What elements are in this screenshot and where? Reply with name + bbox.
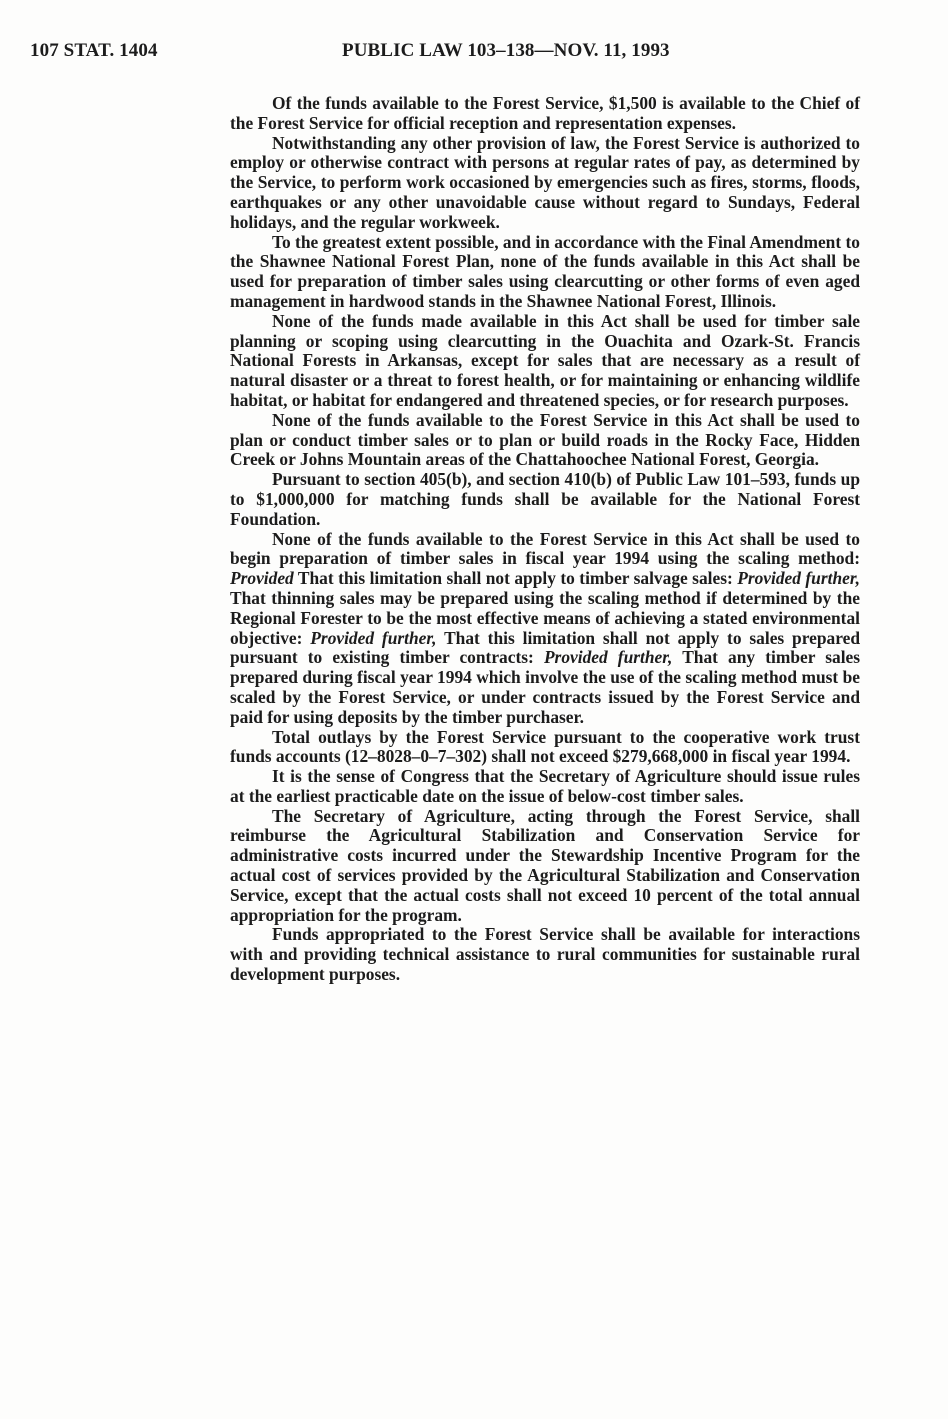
paragraph xyxy=(230,807,860,926)
paragraph xyxy=(230,530,860,728)
paragraph xyxy=(230,94,860,134)
paragraph xyxy=(230,470,860,529)
public-law-reference: PUBLIC LAW 103–138—NOV. 11, 1993 xyxy=(342,40,670,61)
italic-proviso-text: Provided further, xyxy=(310,627,437,648)
paragraph-text: The Secretary of Agriculture, acting through the Forest Service, shall reimburse the Agricultural Stabilization and Conservation Service for administrative costs incurred under the Stewardship Incentive Program for the actual cost of services provided by the Agricultural Stabilization and Conservation Service, except that the actual costs shall not exceed 10 percent of the total annual appropriation for the program. xyxy=(230,805,860,925)
paragraph-text: None of the funds available to the Forest Service in this Act shall be used to begin preparation of timber sales in fiscal year 1994 using the scaling method: xyxy=(230,528,860,569)
paragraph xyxy=(230,925,860,984)
paragraph-text: Of the funds available to the Forest Service, $1,500 is available to the Chief of the Forest Service for official reception and representation expenses. xyxy=(230,93,860,133)
paragraph-text: It is the sense of Congress that the Secretary of Agriculture should issue rules at the earliest practicable date on the issue of below-cost timber sales. xyxy=(230,766,860,806)
italic-proviso-text: Provided further, xyxy=(737,568,861,589)
paragraph-text: None of the funds made available in this Act shall be used for timber sale planning or scoping using clearcutting in the Ouachita and Ozark-St. Francis National Forests in Arkansas, except for sales that are necessary as a result of natural disaster or a threat to forest health, or for maintaining or enhancing wildlife habitat, or habitat for endangered and threatened species, or for research purposes. xyxy=(230,310,860,410)
paragraph xyxy=(230,728,860,768)
italic-proviso-text: Provided xyxy=(230,568,294,589)
paragraph-text: Pursuant to section 405(b), and section 410(b) of Public Law 101–593, funds up to $1,000,000 for matching funds shall be available for the National Forest Foundation. xyxy=(230,469,860,529)
paragraph-text: Notwithstanding any other provision of law, the Forest Service is authorized to employ or otherwise contract with persons at regular rates of pay, as determined by the Service, to perform work occasioned by emergencies such as fires, storms, floods, earthquakes or any other unavoidable cause without regard to Sundays, Federal holidays, and the regular workweek. xyxy=(230,132,860,232)
paragraph xyxy=(230,312,860,411)
paragraph xyxy=(230,134,860,233)
paragraph-text: Funds appropriated to the Forest Service shall be available for interactions with and providing technical assistance to rural communities for sustainable rural development purposes. xyxy=(230,924,860,985)
paragraph-text: That this limitation shall not apply to sales prepared pursuant to existing timber contracts: xyxy=(230,627,860,668)
paragraph xyxy=(230,233,860,312)
paragraph-text: That thinning sales may be prepared using the scaling method if determined by the Regional Forester to be the most effective means of achieving a stated environmental objective: xyxy=(230,587,860,648)
paragraph xyxy=(230,767,860,807)
paragraph xyxy=(230,411,860,470)
paragraph-text: None of the funds available to the Forest Service in this Act shall be used to plan or conduct timber sales or to plan or build roads in the Rocky Face, Hidden Creek or Johns Mountain areas of the Chattahoochee National Forest, Georgia. xyxy=(230,409,860,470)
paragraph-text: To the greatest extent possible, and in accordance with the Final Amendment to the Shawnee National Forest Plan, none of the funds available in this Act shall be used for preparation of timber sales using clearcutting or other forms of even aged management in hardwood stands in the Shawnee National Forest, Illinois. xyxy=(230,231,860,311)
running-head xyxy=(30,40,750,70)
body-text xyxy=(230,94,860,985)
paragraph-text: Total outlays by the Forest Service pursuant to the cooperative work trust funds accounts (12–8028–0–7–302) shall not exceed $279,668,000 in fiscal year 1994. xyxy=(230,726,860,767)
paragraph-text: That any timber sales prepared during fiscal year 1994 which involve the use of the scaling method must be scaled by the Forest Service, or under contracts issued by the Forest Service and paid for using deposits by the timber purchaser. xyxy=(230,647,861,727)
paragraph-text: That this limitation shall not apply to timber salvage sales: xyxy=(293,568,738,589)
italic-proviso-text: Provided further, xyxy=(543,647,673,668)
statute-page-reference: 107 STAT. 1404 xyxy=(30,40,158,61)
